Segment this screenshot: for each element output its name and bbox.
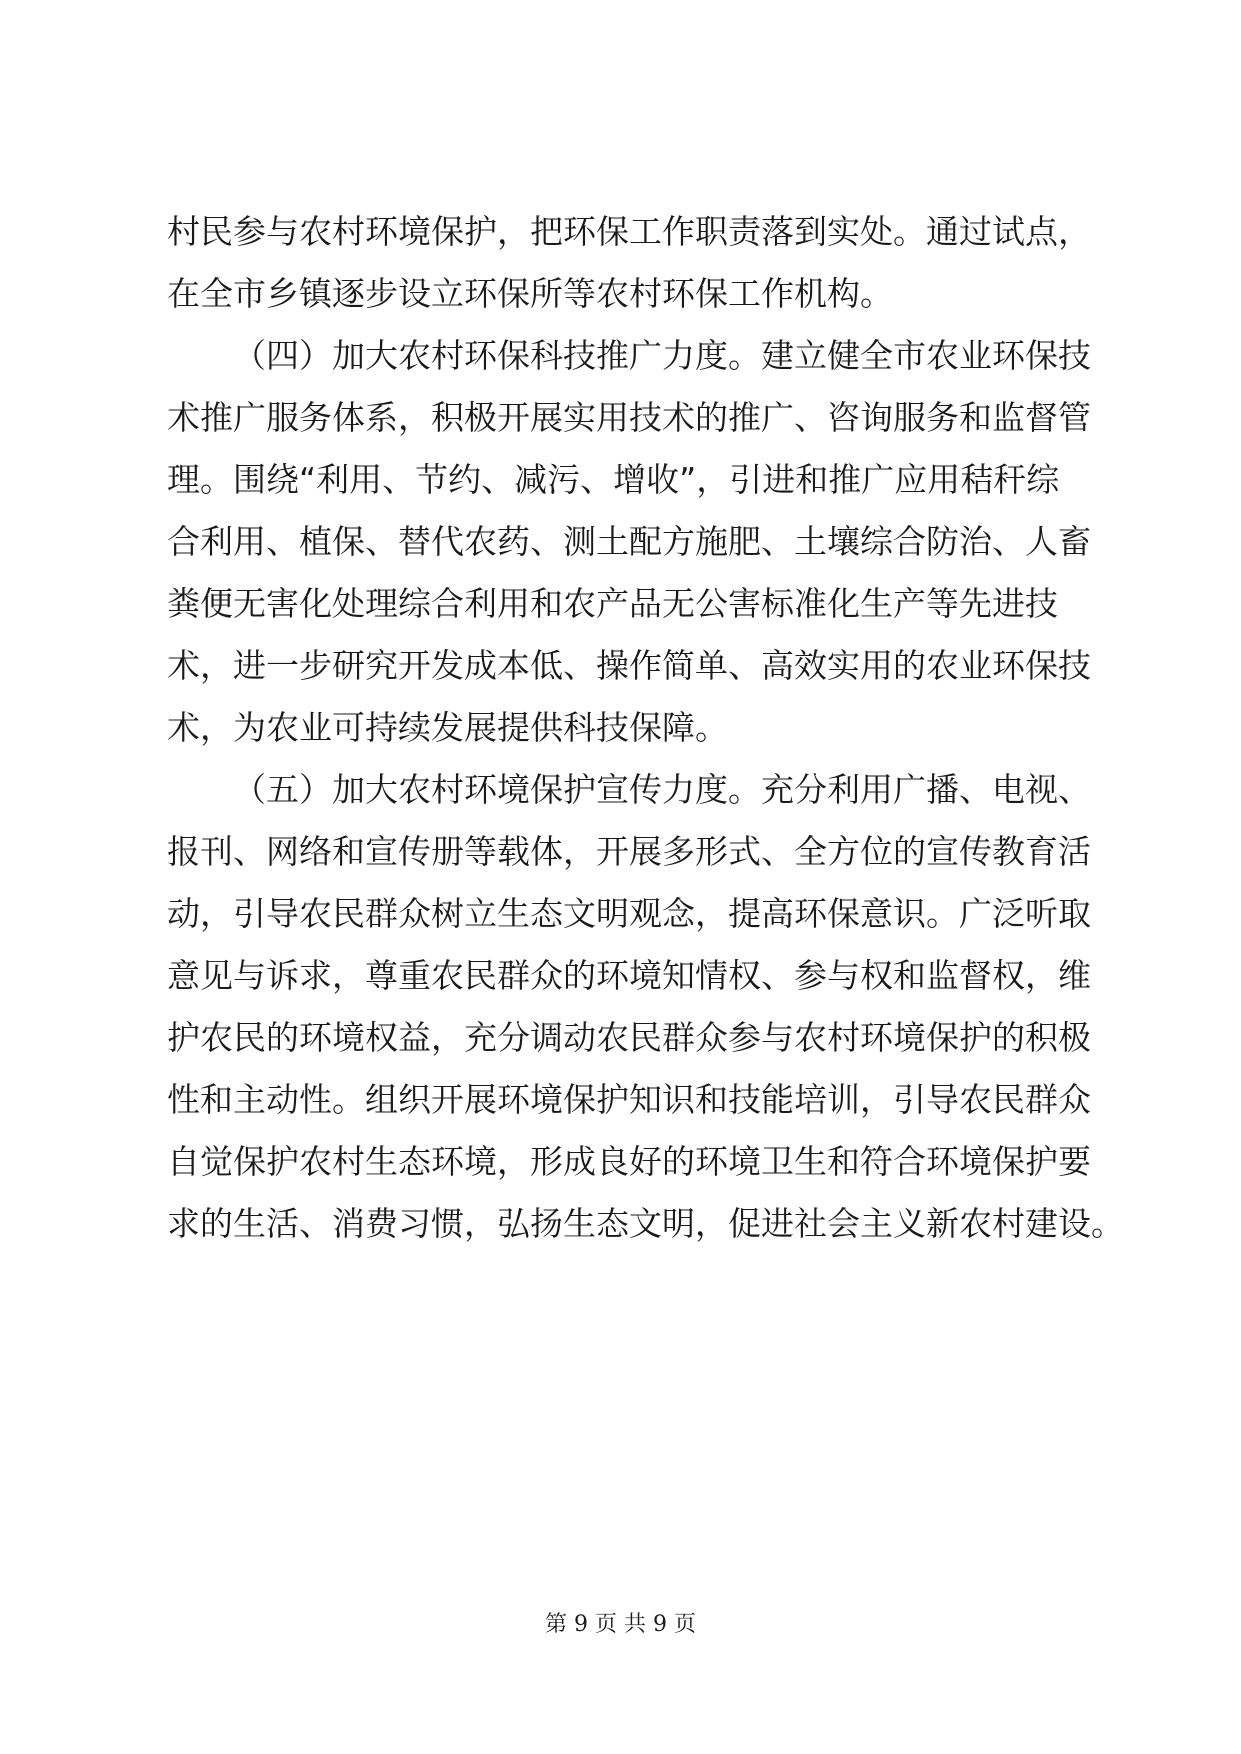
text-line: 术推广服务体系，积极开展实用技术的推广、咨询服务和监督管 [167,398,1091,437]
text-line: （四）加大农村环保科技推广力度。建立健全市农业环保技 [233,336,1091,375]
text-line: 在全市乡镇逐步设立环保所等农村环保工作机构。 [167,274,893,313]
text-line: 意见与诉求，尊重农民群众的环境知情权、参与权和监督权，维 [167,956,1091,995]
page-number-footer: 第 9 页 共 9 页 [545,1612,696,1637]
text-line: 理。围绕“利用、节约、减污、增收”，引进和推广应用秸秆综 [167,460,1060,499]
text-line: 求的生活、消费习惯，弘扬生态文明，促进社会主义新农村建设。 [167,1204,1124,1243]
paragraph-3 [167,759,1124,1255]
document-body [167,201,1124,1255]
text-line: 术，为农业可持续发展提供科技保障。 [167,708,728,747]
text-line: 护农民的环境权益，充分调动农民群众参与农村环境保护的积极 [167,1018,1091,1057]
text-line: 动，引导农民群众树立生态文明观念，提高环保意识。广泛听取 [167,894,1091,933]
text-line: 自觉保护农村生态环境，形成良好的环境卫生和符合环境保护要 [167,1142,1091,1181]
text-line: 合利用、植保、替代农药、测土配方施肥、土壤综合防治、人畜 [167,522,1091,561]
text-line: 报刊、网络和宣传册等载体，开展多形式、全方位的宣传教育活 [167,832,1091,871]
paragraph-2 [167,325,1091,759]
paragraph-1 [167,201,1091,325]
text-line: （五）加大农村环境保护宣传力度。充分利用广播、电视、 [233,770,1091,809]
text-line: 村民参与农村环境保护，把环保工作职责落到实处。通过试点， [167,212,1091,251]
text-line: 性和主动性。组织开展环境保护知识和技能培训，引导农民群众 [167,1080,1091,1119]
text-line: 术，进一步研究开发成本低、操作简单、高效实用的农业环保技 [167,646,1091,685]
text-line: 粪便无害化处理综合利用和农产品无公害标准化生产等先进技 [167,584,1058,623]
